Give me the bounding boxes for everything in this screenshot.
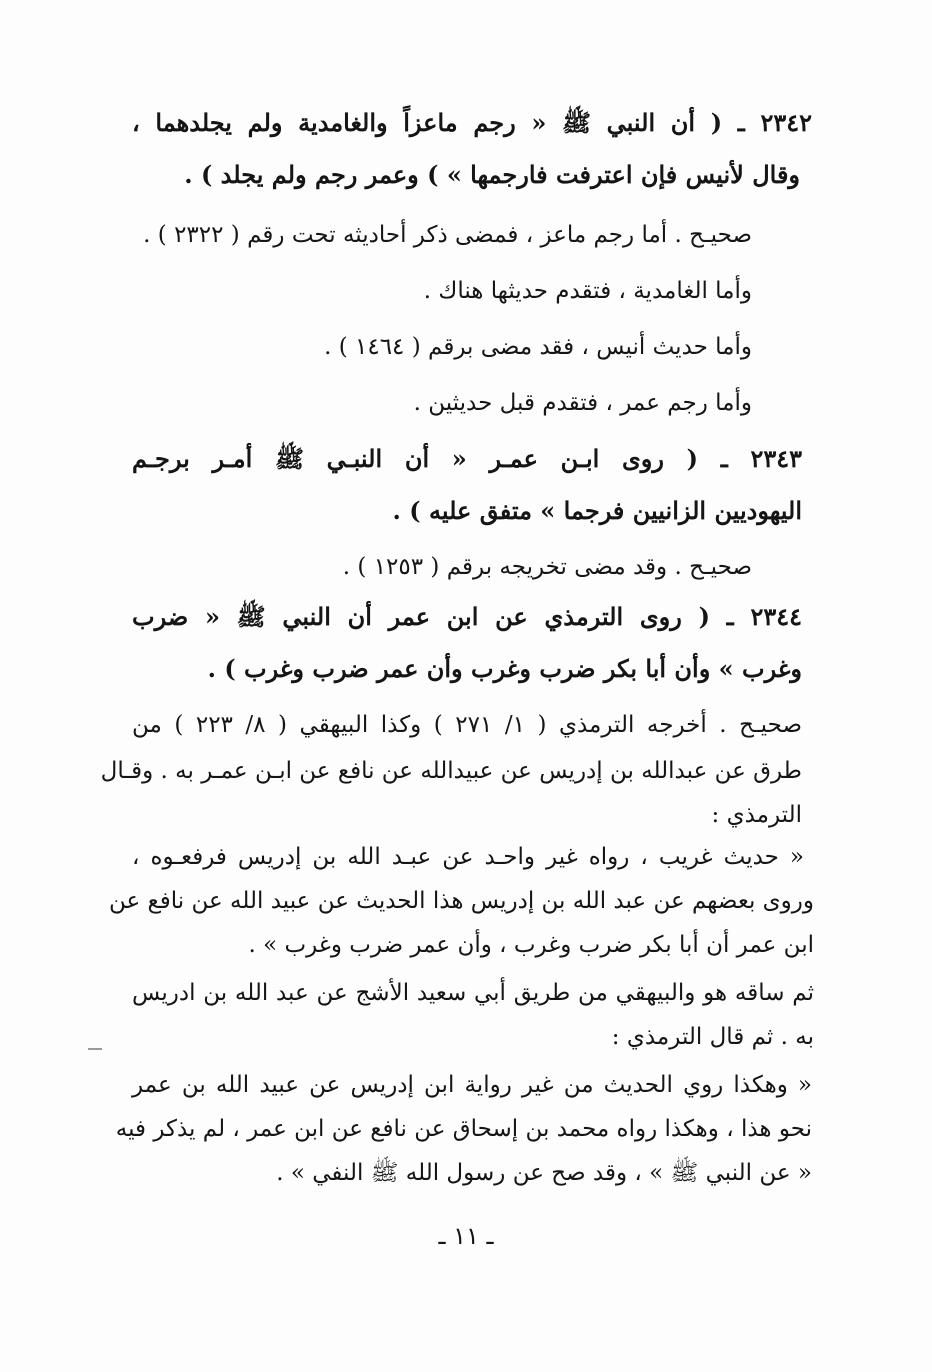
- quote-2-line-2: نحو هذا ، وهكذا رواه محمد بن إسحاق عن نافع عن ابن عمر ، لم يذكر فيه: [115, 1116, 812, 1142]
- quote-1-line-1: « حديث غريب ، رواه غير واحـد عن عبـد الله بن إدريس فرفعـوه ،: [132, 844, 804, 870]
- hadith-2342-line-2: وقال لأنيس فإن اعترفت فارجمها » ) وعمر رجم ولم يجلد ) .: [184, 160, 800, 189]
- commentary-2344-line-3: الترمذي :: [711, 802, 802, 828]
- hadith-2344-line-2: وغرب » وأن أبا بكر ضرب وغرب وأن عمر ضرب وغرب ) .: [207, 654, 802, 683]
- commentary-2344-line-4: ثم ساقه هو والبيهقي من طريق أبي سعيد الأشج عن عبد الله بن ادريس: [132, 980, 814, 1006]
- hadith-2342-line-1: ٢٣٤٢ ـ ( أن النبي ﷺ « رجم ماعزاً والغامدية ولم يجلدهما ،: [132, 108, 812, 137]
- commentary-2342-line-2: وأما الغامدية ، فتقدم حديثها هناك .: [423, 278, 752, 304]
- hadith-2344-line-1: ٢٣٤٤ ـ ( روى الترمذي عن ابن عمر أن النبي ﷺ « ضرب: [132, 602, 802, 631]
- quote-2-line-3: « عن النبي ﷺ » ، وقد صح عن رسول الله ﷺ النفي » .: [276, 1160, 812, 1186]
- page-number: ـ ١١ ـ: [438, 1222, 494, 1250]
- commentary-2342-line-4: وأما رجم عمر ، فتقدم قبل حديثين .: [413, 390, 752, 416]
- commentary-2344-line-2: طرق عن عبدالله بن إدريس عن عبيدالله عن نافع عن ابـن عمـر به . وقـال: [100, 758, 802, 784]
- hadith-2343-line-1: ٢٣٤٣ ـ ( روى ابـن عمـر « أن النبـي ﷺ أمـر برجـم: [132, 444, 802, 473]
- commentary-2344-line-5: به . ثم قال الترمذي :: [611, 1024, 814, 1050]
- quote-1-line-2: وروى بعضهم عن عبد الله بن إدريس هذا الحديث عن عبيد الله عن نافع عن: [109, 888, 814, 914]
- quote-2-line-1: « وهكذا روي الحديث من غير رواية ابن إدريس عن عبيد الله بن عمر: [132, 1072, 812, 1098]
- quote-1-line-3: ابن عمر أن أبا بكر ضرب وغرب ، وأن عمر ضرب وغرب » .: [248, 932, 814, 958]
- commentary-2342-line-3: وأما حديث أنيس ، فقد مضى برقم ( ١٤٦٤ ) .: [324, 334, 752, 360]
- scan-speck: [88, 1048, 102, 1050]
- commentary-2342-line-1: صحيـح . أما رجم ماعز ، فمضى ذكر أحاديثه تحت رقم ( ٢٣٢٢ ) .: [143, 222, 752, 248]
- commentary-2343-line-1: صحيـح . وقد مضى تخريجه برقم ( ١٢٥٣ ) .: [342, 554, 752, 580]
- commentary-2344-line-1: صحيـح . أخرجه الترمذي ( ١/ ٢٧١ ) وكذا البيهقي ( ٨/ ٢٢٣ ) من: [132, 712, 802, 738]
- hadith-2343-line-2: اليهوديين الزانيين فرجما » متفق عليه ) .: [392, 496, 802, 525]
